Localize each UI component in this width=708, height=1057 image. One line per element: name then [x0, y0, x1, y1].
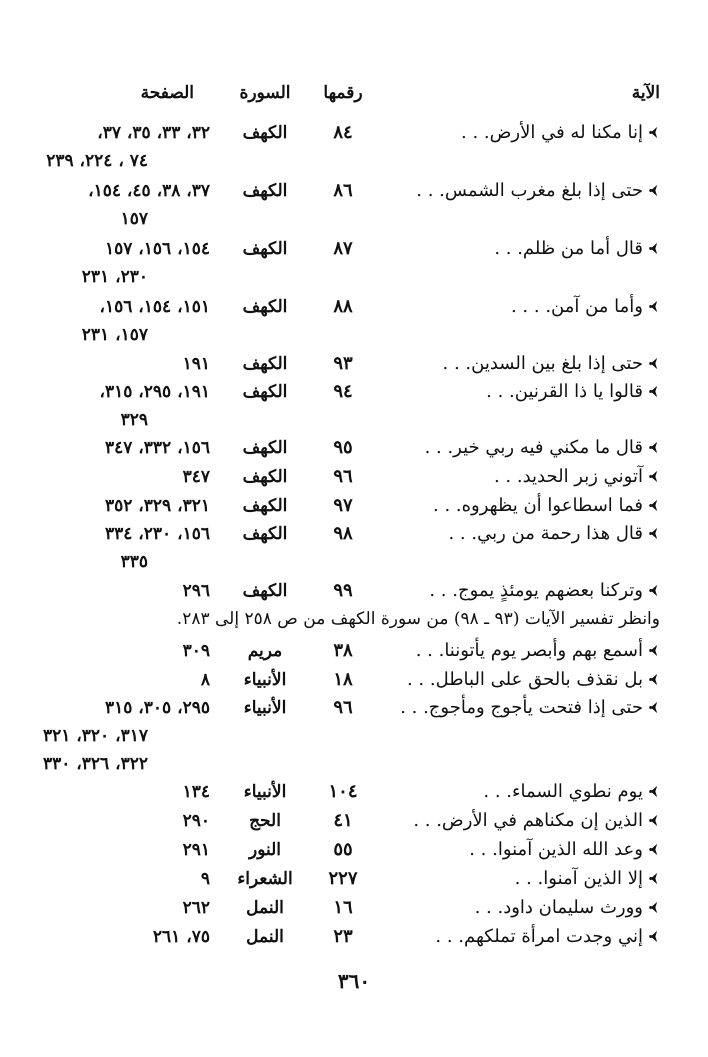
verse-text: [494, 462, 660, 492]
verse-number: ٩٣: [333, 353, 353, 374]
verse-bracket-icon: [647, 300, 660, 313]
table-header: [0, 78, 708, 108]
sura-name: الكهف: [242, 297, 288, 317]
verse-label: حتى إذا بلغ مغرب الشمس. . .: [416, 180, 643, 201]
verse-label: قالوا يا ذا القرنين. . .: [486, 381, 643, 402]
page-references-line: ٧٤ ، ٢٢٤، ٢٣٩: [46, 151, 148, 171]
table-row: [0, 777, 708, 807]
verse-label: إلا الذين آمنوا. . .: [514, 868, 643, 889]
page-references-line: ٢٣٠، ٢٣١: [81, 267, 148, 287]
table-row: [0, 462, 708, 492]
verse-label: وتركنا بعضهم يومئذٍ يموج. . .: [429, 580, 643, 601]
verse-bracket-icon: [647, 527, 660, 540]
verse-bracket-icon: [647, 701, 660, 714]
sura-name: الكهف: [242, 467, 288, 487]
header-number: رقمها: [323, 83, 363, 103]
verse-text: [433, 491, 660, 521]
sura-name: الكهف: [242, 123, 288, 143]
note-text: وانظر تفسير الآيات (٩٣ ـ ٩٨) من سورة الكهف من ص ٢٥٨ إلى ٢٨٣.: [176, 609, 660, 629]
verse-label: أسمع بهم وأبصر يوم يأتوننا. . .: [415, 640, 643, 661]
page-references-continued: [0, 262, 708, 292]
page-references-line: ٣٣٥: [120, 552, 148, 572]
verse-bracket-icon: [647, 644, 660, 657]
page-references-continued: [0, 320, 708, 350]
table-row: [0, 234, 708, 264]
table-row: [0, 377, 708, 407]
table-row: [0, 349, 708, 379]
verse-text: [435, 922, 660, 952]
verse-text: [407, 665, 660, 695]
sura-name: النمل: [246, 898, 284, 918]
header-aya: الآية: [631, 83, 660, 103]
page-references-continued: [0, 146, 708, 176]
verse-number: ٢٢٧: [328, 868, 358, 889]
page-references-continued: [0, 749, 708, 779]
header-page: الصفحة: [140, 83, 194, 103]
sura-name: الكهف: [242, 524, 288, 544]
page-references: ٢٩٥، ٣٠٥، ٣١٥: [104, 698, 210, 718]
sura-name: الكهف: [242, 382, 288, 402]
page-references: ٣٢، ٣٣، ٣٥، ٣٧،: [97, 123, 210, 143]
page-references: ١٩١، ٢٩٥، ٣١٥،: [99, 382, 210, 402]
page-number: ٣٦٠: [337, 969, 371, 993]
page-references: ٣٠٩: [182, 641, 210, 661]
table-row: [0, 433, 708, 463]
page-references: ١٣٤: [182, 782, 210, 802]
page-references-continued: [0, 405, 708, 435]
verse-bracket-icon: [647, 673, 660, 686]
verse-label: قال ما مكني فيه ربي خير. . .: [424, 437, 643, 458]
page-references: ٣٤٧: [182, 467, 210, 487]
verse-number: ٨٧: [333, 238, 353, 259]
page-references-line: ١٥٧: [120, 209, 148, 229]
verse-text: [469, 835, 660, 865]
table-row: [0, 176, 708, 206]
page-references: ١٥١، ١٥٤، ١٥٦،: [99, 297, 210, 317]
verse-bracket-icon: [647, 126, 660, 139]
verse-bracket-icon: [647, 814, 660, 827]
table-row: [0, 835, 708, 865]
page-references: ٧٥، ٢٦١: [152, 927, 210, 947]
verse-number: ١٠٤: [328, 781, 358, 802]
verse-label: وعد الله الذين آمنوا. . .: [469, 839, 643, 860]
page-references-line: ٣٢٩: [120, 410, 148, 430]
verse-text: [416, 636, 660, 666]
sura-name: النمل: [246, 927, 284, 947]
verse-number: ٩٦: [333, 466, 353, 487]
verse-text: [461, 118, 660, 148]
verse-text: [486, 377, 660, 407]
verse-number: ٤١: [333, 810, 353, 831]
verse-text: [443, 349, 660, 379]
verse-label: حتى إذا بلغ بين السدين. . .: [442, 353, 643, 374]
page-references-continued: [0, 721, 708, 751]
table-row: [0, 806, 708, 836]
page-references: ١٩١: [182, 354, 210, 374]
verse-bracket-icon: [647, 499, 660, 512]
verse-number: ٩٦: [333, 697, 353, 718]
sura-name: الكهف: [242, 581, 288, 601]
verse-label: حتى إذا فتحت يأجوج ومأجوج. . .: [400, 697, 643, 718]
verse-number: ٨٤: [333, 122, 353, 143]
verse-number: ٩٤: [333, 381, 353, 402]
page-references: ٣٧، ٣٨، ٤٥، ١٥٤،: [88, 181, 210, 201]
table-row: [0, 893, 708, 923]
verse-number: ١٦: [333, 897, 353, 918]
verse-text: [413, 806, 660, 836]
verse-label: الذين إن مكناهم في الأرض. . .: [413, 810, 643, 831]
sura-name: النور: [248, 840, 282, 860]
verse-text: [483, 777, 660, 807]
verse-bracket-icon: [647, 785, 660, 798]
verse-number: ١٨: [333, 669, 353, 690]
sura-name: الكهف: [242, 354, 288, 374]
verse-label: آتوني زبر الحديد. . .: [493, 466, 643, 487]
verse-label: قال أما من ظلم. . .: [494, 238, 643, 259]
table-row: [0, 292, 708, 322]
sura-name: الشعراء: [237, 869, 293, 889]
verse-label: بل نقذف بالحق على الباطل. . .: [406, 669, 643, 690]
sura-name: الكهف: [242, 239, 288, 259]
sura-name: الكهف: [242, 496, 288, 516]
verse-text: [429, 576, 660, 606]
verse-bracket-icon: [647, 470, 660, 483]
verse-label: قال هذا رحمة من ربي. . .: [448, 523, 643, 544]
verse-label: يوم نطوي السماء. . .: [483, 781, 643, 802]
table-row: [0, 665, 708, 695]
verse-text: [515, 864, 660, 894]
verse-number: ٨٦: [333, 180, 353, 201]
page-references-line: ١٥٧، ٢٣١: [81, 325, 148, 345]
sura-name: الأنبياء: [243, 670, 287, 690]
verse-text: [448, 519, 660, 549]
table-row: [0, 693, 708, 723]
page-references: ١٥٦، ٢٣٠، ٣٣٤: [104, 524, 210, 544]
sura-name: الحج: [249, 811, 281, 831]
page-references-line: ٣٢٢، ٣٢٦، ٣٣٠: [42, 754, 148, 774]
verse-label: إني وجدت امرأة تملكهم. . .: [435, 926, 643, 947]
verse-number: ٩٥: [333, 437, 353, 458]
verse-label: إنا مكنا له في الأرض. . .: [461, 122, 643, 143]
verse-bracket-icon: [647, 930, 660, 943]
page-references: ٢٦٢: [182, 898, 210, 918]
verse-number: ٩٩: [333, 580, 353, 601]
page-references: ٢٩٦: [182, 581, 210, 601]
page-references-continued: [0, 204, 708, 234]
sura-name: الكهف: [242, 181, 288, 201]
verse-text: [416, 176, 660, 206]
verse-bracket-icon: [647, 872, 660, 885]
sura-name: الأنبياء: [243, 782, 287, 802]
table-row: [0, 576, 708, 606]
header-sura: السورة: [239, 83, 291, 103]
sura-name: مريم: [247, 641, 283, 661]
table-row: [0, 864, 708, 894]
verse-number: ٥٥: [333, 839, 353, 860]
page-references: ٣٢١، ٣٢٩، ٣٥٢: [104, 496, 210, 516]
verse-bracket-icon: [647, 385, 660, 398]
verse-text: [400, 693, 660, 723]
page-references: ١٥٤، ١٥٦، ١٥٧: [104, 239, 210, 259]
page-references: ٨: [200, 670, 210, 690]
page-references: ٩: [200, 869, 210, 889]
verse-bracket-icon: [647, 441, 660, 454]
verse-number: ٢٣: [333, 926, 353, 947]
page-references-line: ٣١٧، ٣٢٠، ٣٢١: [42, 726, 148, 746]
table-row: [0, 118, 708, 148]
page-references: ٢٩١: [182, 840, 210, 860]
verse-text: [511, 292, 660, 322]
verse-text: [425, 433, 660, 463]
verse-number: ٩٧: [333, 495, 353, 516]
verse-text: [494, 234, 660, 264]
page-references-continued: [0, 547, 708, 577]
table-row: [0, 519, 708, 549]
page-references: ٢٩٠: [182, 811, 210, 831]
verse-bracket-icon: [647, 584, 660, 597]
verse-text: [475, 893, 660, 923]
verse-label: وورث سليمان داود. . .: [474, 897, 643, 918]
cross-reference-note: [0, 604, 708, 634]
table-row: [0, 922, 708, 952]
sura-name: الأنبياء: [243, 698, 287, 718]
verse-bracket-icon: [647, 184, 660, 197]
verse-bracket-icon: [647, 357, 660, 370]
verse-label: وأما من آمن. . . .: [510, 296, 643, 317]
table-row: [0, 636, 708, 666]
verse-bracket-icon: [647, 242, 660, 255]
verse-number: ٣٨: [333, 640, 353, 661]
sura-name: الكهف: [242, 438, 288, 458]
table-row: [0, 491, 708, 521]
verse-bracket-icon: [647, 901, 660, 914]
page-references: ١٥٦، ٣٣٢، ٣٤٧: [104, 438, 210, 458]
verse-bracket-icon: [647, 843, 660, 856]
verse-number: ٨٨: [333, 296, 353, 317]
verse-label: فما اسطاعوا أن يظهروه. . .: [433, 495, 643, 516]
verse-number: ٩٨: [333, 523, 353, 544]
